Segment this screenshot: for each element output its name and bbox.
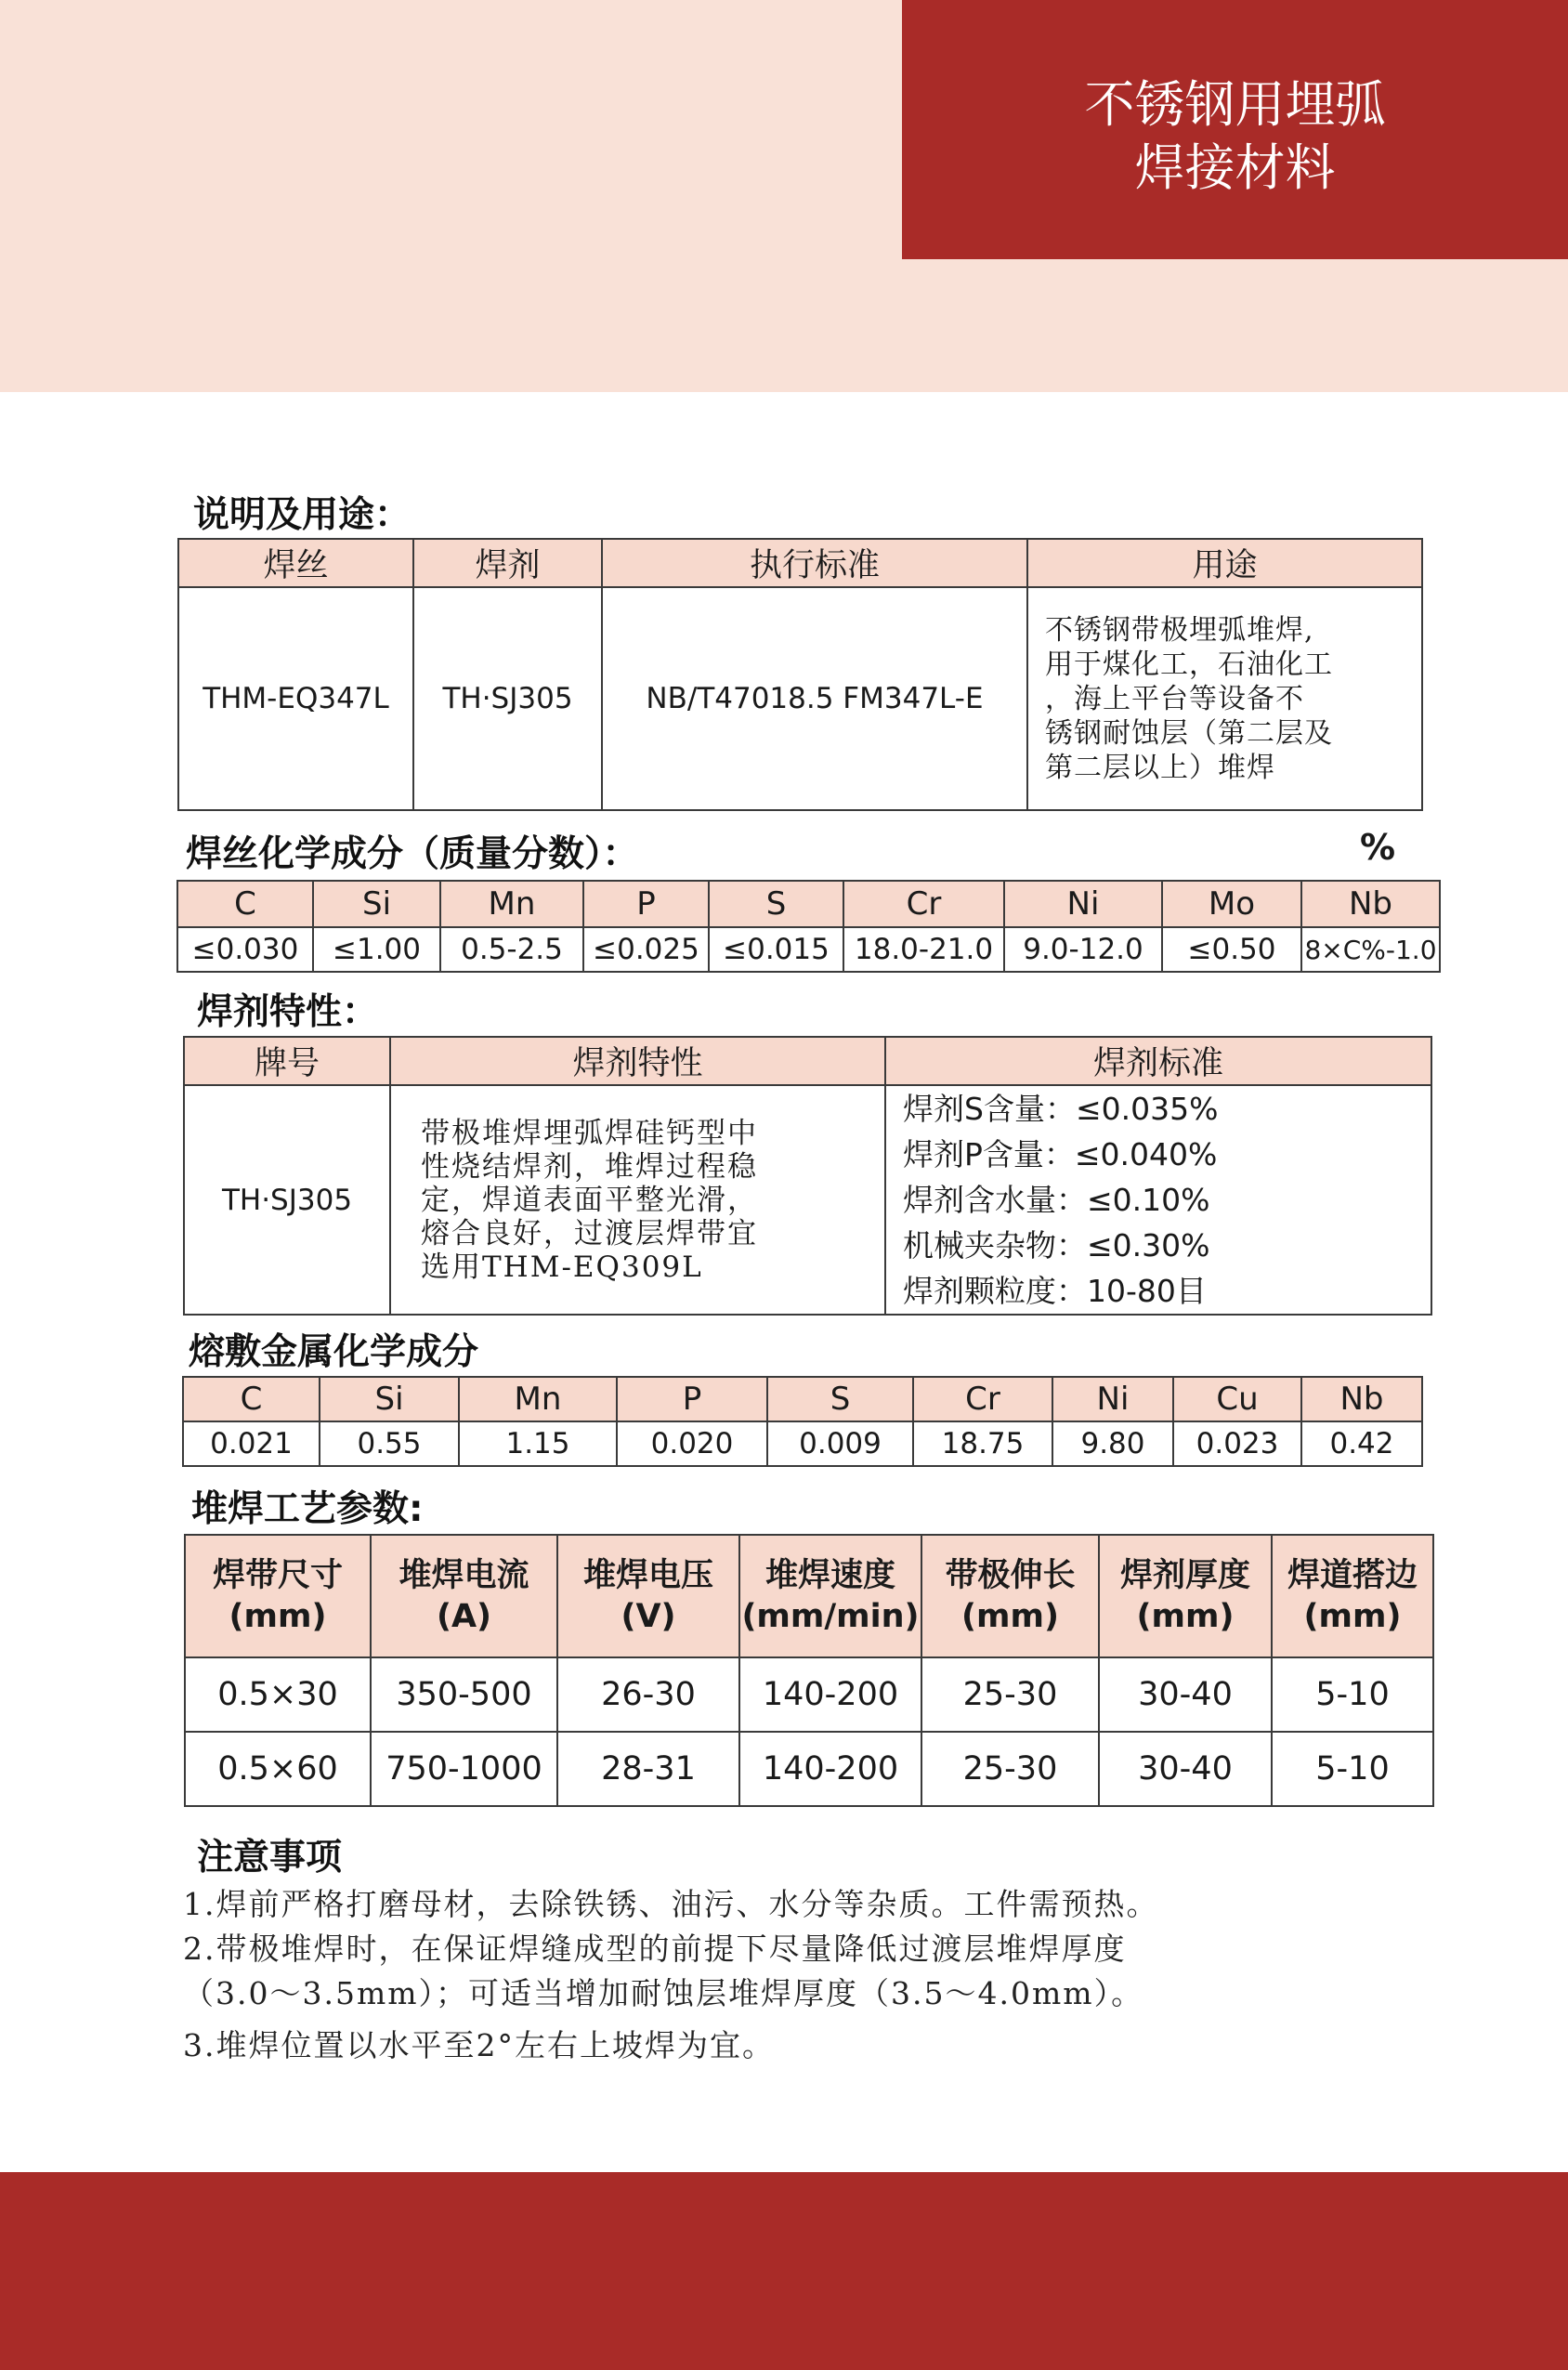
params-header-name: 焊剂厚度 [1119, 1557, 1250, 1594]
params-header-name: 带极伸长 [945, 1557, 1076, 1594]
deposit-value: 0.020 [617, 1421, 767, 1466]
deposit-header: Cr [913, 1377, 1052, 1421]
params-header-unit: (mm/min) [741, 1598, 920, 1635]
note-line: 1.焊前严格打磨母材，去除铁锈、油污、水分等杂质。工件需预热。 [183, 1886, 1159, 1922]
params-header [739, 1535, 921, 1657]
table-row [178, 587, 1422, 810]
wire-chem-header: C [177, 881, 313, 927]
params-cell: 750-1000 [371, 1732, 557, 1806]
usage-header-standard: 执行标准 [602, 539, 1027, 587]
params-header [371, 1535, 557, 1657]
wire-chem-value: 9.0-12.0 [1004, 927, 1162, 972]
footer-band [0, 2172, 1568, 2370]
flux-std-line: 焊剂含水量：≤0.10% [903, 1182, 1210, 1218]
note-line: 3.堆焊位置以水平至2°左右上坡焊为宜。 [183, 2027, 775, 2063]
purpose-line: ，海上平台等设备不 [1045, 682, 1304, 715]
table-row [184, 1085, 1431, 1315]
flux-prop-line: 熔合良好，过渡层焊带宜 [421, 1216, 758, 1250]
params-cell: 140-200 [739, 1732, 921, 1806]
usage-flux-cell: TH·SJ305 [413, 587, 602, 810]
params-cell: 350-500 [371, 1657, 557, 1732]
deposit-value: 0.42 [1301, 1421, 1422, 1466]
flux-brand-cell: TH·SJ305 [184, 1085, 390, 1315]
flux-prop-line: 带极堆焊埋弧焊硅钙型中 [421, 1116, 758, 1150]
flux-prop-line: 性烧结焊剂，堆焊过程稳 [421, 1149, 758, 1184]
table-row [183, 1421, 1422, 1466]
table-row [185, 1657, 1433, 1732]
deposit-value: 9.80 [1052, 1421, 1173, 1466]
params-header-name: 堆焊电压 [582, 1557, 713, 1594]
params-cell: 5-10 [1272, 1657, 1433, 1732]
purpose-line: 不锈钢带极埋弧堆焊, [1045, 613, 1314, 647]
params-header-name: 焊带尺寸 [212, 1557, 343, 1594]
params-header [1272, 1535, 1433, 1657]
wire-chem-value: 18.0-21.0 [843, 927, 1004, 972]
deposit-header: Nb [1301, 1377, 1422, 1421]
wire-chem-value: ≤0.50 [1162, 927, 1301, 972]
params-header-name: 焊道搭边 [1287, 1557, 1418, 1594]
wire-chem-header: Cr [843, 881, 1004, 927]
params-header-unit: (mm) [229, 1598, 327, 1635]
params-section-title: 堆焊工艺参数: [191, 1488, 424, 1530]
params-cell: 5-10 [1272, 1732, 1433, 1806]
notes-list [183, 1882, 1521, 2068]
deposit-value: 18.75 [913, 1421, 1052, 1466]
page-title-line2: 焊接材料 [1134, 137, 1336, 197]
params-header-unit: (mm) [1136, 1598, 1235, 1635]
params-cell: 0.5×60 [185, 1732, 371, 1806]
deposit-header: Cu [1173, 1377, 1301, 1421]
deposit-value: 0.55 [320, 1421, 459, 1466]
params-header [1099, 1535, 1272, 1657]
flux-header-props: 焊剂特性 [390, 1037, 885, 1085]
deposit-header: Ni [1052, 1377, 1173, 1421]
wire-chem-header: Nb [1301, 881, 1440, 927]
flux-header-brand: 牌号 [184, 1037, 390, 1085]
deposit-table [182, 1376, 1423, 1467]
params-cell: 25-30 [921, 1732, 1099, 1806]
table-row [185, 1732, 1433, 1806]
params-header-name: 堆焊速度 [764, 1557, 895, 1594]
deposit-value: 0.023 [1173, 1421, 1301, 1466]
wire-chem-unit: % [1360, 827, 1396, 868]
params-header [557, 1535, 739, 1657]
flux-table [183, 1036, 1432, 1316]
usage-header-wire: 焊丝 [178, 539, 413, 587]
flux-std-line: 焊剂颗粒度：10-80目 [903, 1273, 1207, 1309]
wire-chem-value: ≤0.015 [709, 927, 843, 972]
wire-chem-table [176, 880, 1441, 973]
deposit-section-title: 熔敷金属化学成分 [189, 1331, 479, 1373]
wire-chem-value: ≤1.00 [313, 927, 440, 972]
wire-chem-value: 8×C%-1.0 [1301, 927, 1440, 972]
usage-purpose-cell [1027, 587, 1422, 810]
page-title-line1: 不锈钢用埋弧 [1084, 74, 1386, 134]
wire-chem-header: Mn [440, 881, 583, 927]
flux-header-standard: 焊剂标准 [885, 1037, 1431, 1085]
purpose-line: 锈钢耐蚀层（第二层及 [1045, 716, 1333, 750]
flux-std-line: 焊剂S含量：≤0.035% [903, 1091, 1219, 1127]
wire-chem-section-title: 焊丝化学成分（质量分数）： [186, 833, 639, 875]
wire-chem-value: ≤0.030 [177, 927, 313, 972]
usage-table [177, 538, 1423, 811]
purpose-line: 用于煤化工，石油化工 [1045, 648, 1333, 681]
params-header [921, 1535, 1099, 1657]
deposit-header: C [183, 1377, 320, 1421]
params-cell: 26-30 [557, 1657, 739, 1732]
wire-chem-value: ≤0.025 [583, 927, 709, 972]
params-header-name: 堆焊电流 [399, 1557, 529, 1594]
params-cell: 30-40 [1099, 1657, 1272, 1732]
flux-standard-cell [885, 1085, 1431, 1315]
wire-chem-header: P [583, 881, 709, 927]
params-header [185, 1535, 371, 1657]
deposit-value: 0.021 [183, 1421, 320, 1466]
wire-chem-value: 0.5-2.5 [440, 927, 583, 972]
flux-std-line: 焊剂P含量：≤0.040% [903, 1136, 1218, 1172]
flux-std-line: 机械夹杂物：≤0.30% [903, 1227, 1210, 1264]
wire-chem-header: Mo [1162, 881, 1301, 927]
note-line: （3.0～3.5mm）；可适当增加耐蚀层堆焊厚度（3.5～4.0mm）。 [183, 1975, 1144, 2011]
usage-header-flux: 焊剂 [413, 539, 602, 587]
wire-chem-header: Ni [1004, 881, 1162, 927]
table-row [177, 927, 1440, 972]
wire-chem-header: Si [313, 881, 440, 927]
title-box [902, 0, 1568, 259]
purpose-line: 第二层以上）堆焊 [1045, 751, 1275, 784]
deposit-header: P [617, 1377, 767, 1421]
params-cell: 140-200 [739, 1657, 921, 1732]
params-header-unit: (mm) [1303, 1598, 1402, 1635]
flux-prop-line: 选用THM-EQ309L [421, 1250, 703, 1284]
deposit-header: S [767, 1377, 913, 1421]
note-line: 2.带极堆焊时，在保证焊缝成型的前提下尽量降低过渡层堆焊厚度 [183, 1931, 1127, 1967]
flux-prop-line: 定，焊道表面平整光滑， [421, 1183, 758, 1217]
params-cell: 30-40 [1099, 1732, 1272, 1806]
notes-section-title: 注意事项 [197, 1837, 343, 1879]
params-header-unit: (mm) [961, 1598, 1059, 1635]
deposit-value: 0.009 [767, 1421, 913, 1466]
flux-props-cell [390, 1085, 885, 1315]
deposit-header: Mn [459, 1377, 617, 1421]
params-header-unit: (A) [436, 1598, 492, 1635]
params-cell: 28-31 [557, 1732, 739, 1806]
usage-standard-cell: NB/T47018.5 FM347L-E [602, 587, 1027, 810]
usage-wire-cell: THM-EQ347L [178, 587, 413, 810]
deposit-header: Si [320, 1377, 459, 1421]
params-cell: 0.5×30 [185, 1657, 371, 1732]
wire-chem-header: S [709, 881, 843, 927]
flux-section-title: 焊剂特性： [197, 991, 379, 1033]
deposit-value: 1.15 [459, 1421, 617, 1466]
params-cell: 25-30 [921, 1657, 1099, 1732]
params-header-unit: (V) [621, 1598, 676, 1635]
usage-header-purpose: 用途 [1027, 539, 1422, 587]
params-table [184, 1534, 1434, 1807]
usage-section-title: 说明及用途： [193, 494, 412, 536]
